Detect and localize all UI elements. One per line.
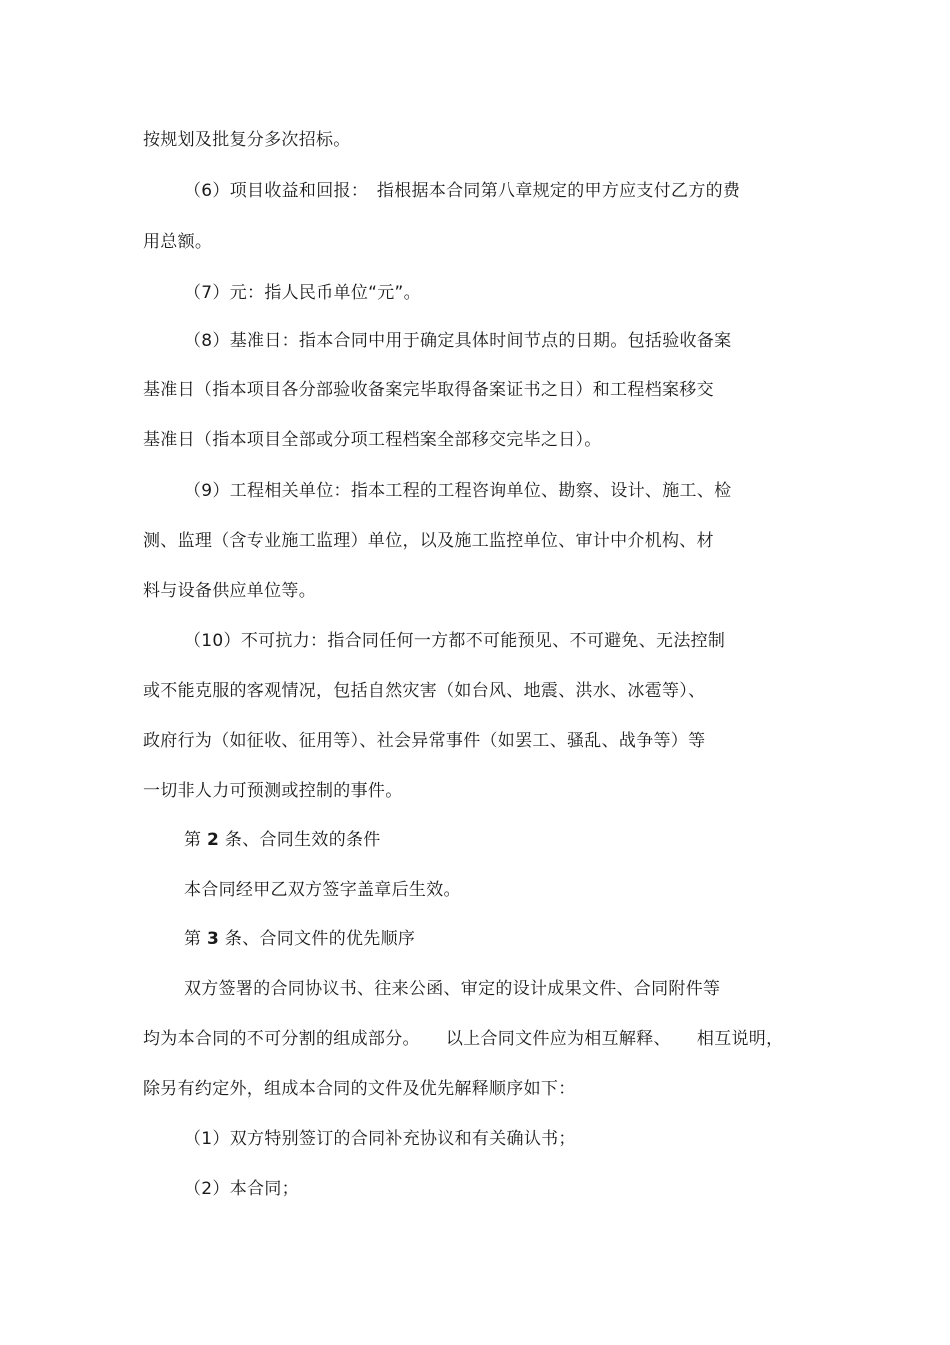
text-line: 料与设备供应单位等。 — [143, 581, 316, 601]
text-line: （2）本合同； — [184, 1179, 299, 1199]
text-line: 基准日（指本项目各分部验收备案完毕取得备案证书之日）和工程档案移交 — [143, 380, 714, 400]
text-line: 测、监理（含专业施工监理）单位，以及施工监控单位、审计中介机构、材 — [143, 531, 714, 551]
text-line: 政府行为（如征收、征用等）、社会异常事件（如罢工、骚乱、战争等）等 — [143, 731, 706, 751]
text-line: 除另有约定外，组成本合同的文件及优先解释顺序如下： — [143, 1079, 576, 1099]
text-line: 均为本合同的不可分割的组成部分。 以上合同文件应为相互解释、 相互说明， — [143, 1029, 784, 1049]
text-line: （8）基准日：指本合同中用于确定具体时间节点的日期。包括验收备案 — [184, 331, 732, 351]
article-3-prefix: 第 — [184, 929, 202, 949]
text-line: 一切非人力可预测或控制的事件。 — [143, 781, 403, 801]
article-3-heading — [184, 927, 415, 951]
article-2-number: 2 — [207, 830, 220, 850]
text-line: 用总额。 — [143, 232, 213, 252]
article-2-body: 本合同经甲乙双方签字盖章后生效。 — [184, 880, 461, 900]
text-line: 基准日（指本项目全部或分项工程档案全部移交完毕之日）。 — [143, 430, 602, 450]
article-2-title: 条、合同生效的条件 — [224, 830, 381, 850]
article-3-number: 3 — [207, 929, 220, 949]
text-line: （7）元：指人民币单位“元”。 — [184, 283, 421, 303]
text-line: 双方签署的合同协议书、往来公函、审定的设计成果文件、合同附件等 — [184, 979, 721, 999]
text-line: （6）项目收益和回报： 指根据本合同第八章规定的甲方应支付乙方的费 — [184, 181, 741, 201]
article-2-prefix: 第 — [184, 830, 202, 850]
text-line: （10）不可抗力：指合同任何一方都不可能预见、不可避免、无法控制 — [184, 631, 726, 651]
article-3-title: 条、合同文件的优先顺序 — [224, 929, 416, 949]
article-2-heading — [184, 828, 381, 852]
text-line: （9）工程相关单位：指本工程的工程咨询单位、勘察、设计、施工、检 — [184, 481, 732, 501]
text-line: 或不能克服的客观情况，包括自然灾害（如台风、地震、洪水、冰雹等）、 — [143, 681, 706, 701]
text-line: 按规划及批复分多次招标。 — [143, 130, 351, 150]
text-line: （1）双方特别签订的合同补充协议和有关确认书； — [184, 1129, 576, 1149]
